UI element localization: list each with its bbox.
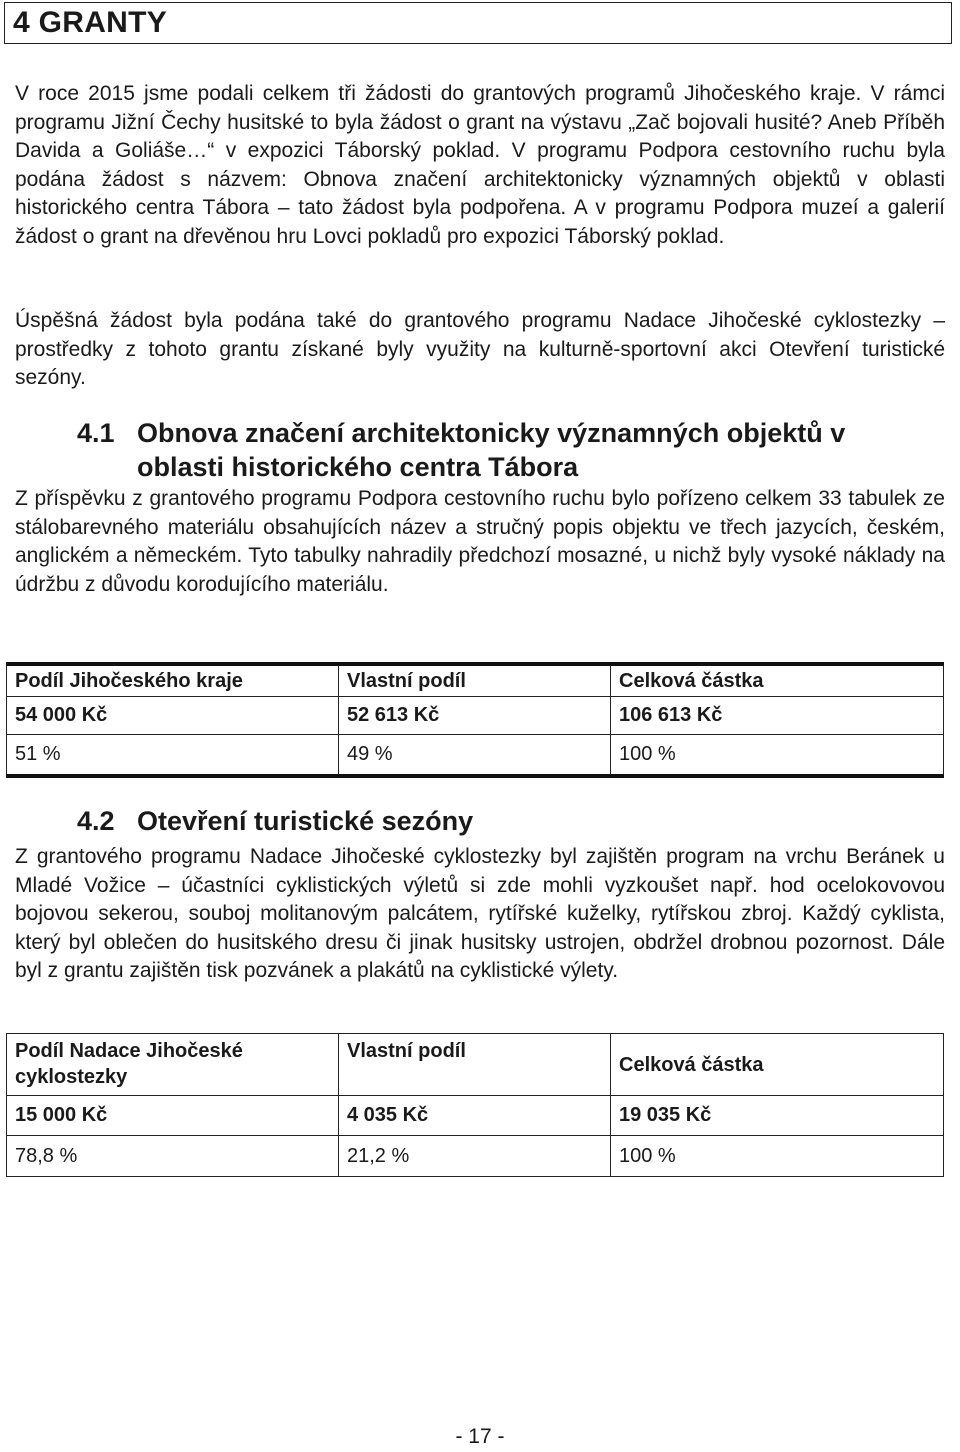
- section-4-2-paragraph: Z grantového programu Nadace Jihočeské cyklostezky byl zajištěn program na vrchu Beránek u Mladé Vožice – účastníci cyklistických výletů si zde mohli vyzkoušet např. hod ocelokovovou bojovou sekerou, souboj molitanovým palcátem, rytířské kuželky, rytířskou zbroj. Každý cyklista, který byl oblečen do husitského dresu či jinak husitsky ustrojen, obdržel drobnou pozornost. Dále byl z grantu zajištěn tisk pozvánek a plakátů na cyklistické výlety.: [15, 845, 945, 983]
- table-cell: 54 000 Kč: [7, 697, 339, 735]
- table-row-amounts: [7, 1096, 944, 1136]
- table-header-cell: Celková částka: [611, 1034, 944, 1096]
- chapter-title: 4 GRANTY: [13, 6, 168, 39]
- table-header-cell: Celková částka: [611, 664, 944, 697]
- section-4-2-heading: [77, 804, 937, 840]
- table-header-cell: Podíl Jihočeského kraje: [7, 664, 339, 697]
- table-header-cell: Vlastní podíl: [339, 664, 611, 697]
- page-number: - 17 -: [455, 1425, 505, 1448]
- table-header-cell: Vlastní podíl: [339, 1034, 611, 1096]
- table-row-percents: [7, 1136, 944, 1177]
- table-header-row: [7, 664, 944, 697]
- table-cell: 51 %: [7, 735, 339, 777]
- section-number: 4.1: [77, 418, 115, 448]
- table-row-percents: [7, 735, 944, 777]
- grant-table-jihocesky-kraj: [6, 662, 944, 778]
- table-cell: 100 %: [611, 1136, 944, 1177]
- section-4-1-heading: [77, 416, 937, 486]
- table-row-amounts: [7, 697, 944, 735]
- table-cell: 49 %: [339, 735, 611, 777]
- grant-table-nadace: [6, 1033, 944, 1177]
- table-cell: 21,2 %: [339, 1136, 611, 1177]
- chapter-heading-box: [4, 2, 952, 44]
- table-cell: 15 000 Kč: [7, 1096, 339, 1136]
- table-header-cell: Podíl Nadace Jihočeské cyklostezky: [7, 1034, 339, 1096]
- intro-paragraph-2: Úspěšná žádost byla podána také do grantového programu Nadace Jihočeské cyklostezky – prostředky z tohoto grantu získané byly využity na kulturně-sportovní akci Otevření turistické sezóny.: [15, 309, 945, 390]
- section-title: Obnova značení architektonicky významných objektů v oblasti historického centra Tábora: [137, 418, 846, 482]
- table-cell: 19 035 Kč: [611, 1096, 944, 1136]
- table-cell: 106 613 Kč: [611, 697, 944, 735]
- intro-paragraph-1: V roce 2015 jsme podali celkem tři žádosti do grantových programů Jihočeského kraje. V rámci programu Jižní Čechy husitské to byla žádost o grant na výstavu „Zač bojovali husité? Aneb Příběh Davida a Goliáše…“ v expozici Táborský poklad. V programu Podpora cestovního ruchu byla podána žádost s názvem: Obnova značení architektonicky významných objektů v oblasti historického centra Tábora – tato žádost byla podpořena. A v programu Podpora muzeí a galerií žádost o grant na dřevěnou hru Lovci pokladů pro expozici Táborský poklad.: [15, 82, 945, 248]
- table-cell: 52 613 Kč: [339, 697, 611, 735]
- section-number: 4.2: [77, 806, 115, 836]
- table-cell: 100 %: [611, 735, 944, 777]
- section-4-1-paragraph: Z příspěvku z grantového programu Podpora cestovního ruchu bylo pořízeno celkem 33 tabulek ze stálobarevného materiálu obsahujících název a stručný popis objektu ve třech jazycích, českém, anglickém a německém. Tyto tabulky nahradily předchozí mosazné, u nichž byly vysoké náklady na údržbu z důvodu korodujícího materiálu.: [15, 487, 945, 596]
- section-title: Otevření turistické sezóny: [137, 806, 474, 836]
- table-cell: 78,8 %: [7, 1136, 339, 1177]
- table-cell: 4 035 Kč: [339, 1096, 611, 1136]
- table-header-row: [7, 1034, 944, 1096]
